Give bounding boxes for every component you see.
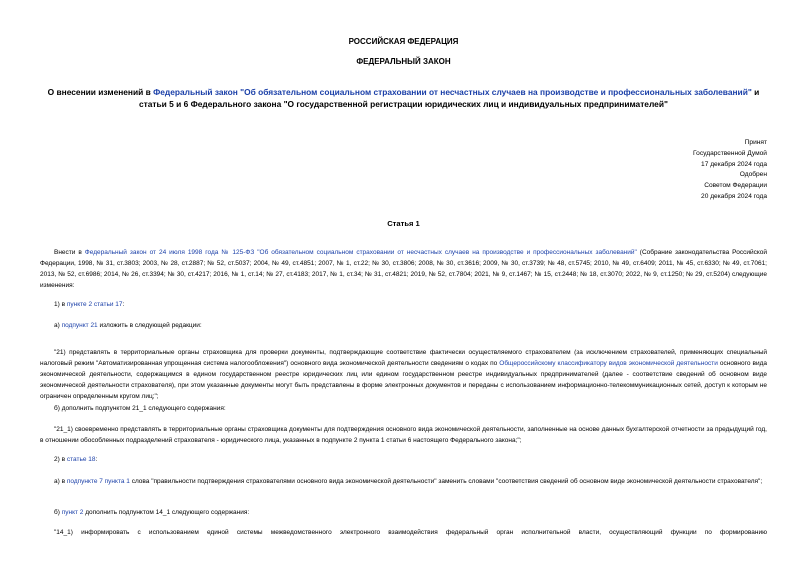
link-okved[interactable]: Общероссийскому классификатору видов экономической деятельности — [499, 360, 718, 367]
law-title — [40, 86, 767, 110]
intro-pre: Внести в — [54, 249, 85, 256]
adoption-block — [693, 138, 767, 203]
paragraph-quote-14-1 — [40, 527, 767, 539]
paragraph-item-2b — [40, 507, 767, 518]
paragraph-item-1b: б) дополнить подпунктом 21_1 следующего содержания: — [54, 405, 226, 412]
paragraph-item-1 — [40, 299, 767, 310]
adopted-by: Государственной Думой — [693, 149, 767, 157]
item-1a-pre: а) — [54, 322, 62, 329]
quote-21-text-a: "21) представлять в территориальные органы страховщика для проверки документы, подтверждающие соответствие фактически осуществляемого страхователем (за исключением страхователей, применяющих специальный налоговый режим "Автоматизированная упрощенная система налогообложения") основного вида экономической деятельности сведениям о кодах по — [40, 349, 767, 367]
quote-21-text-b: основного вида экономической деятельности, содержащимся в едином государственном реестре юридических лиц или едином государственном реестре индивидуальных предпринимателей (далее - соответствие сведений об основном виде экономической деятельности страхователя), при этом указанные документы могут быть представлены в форме электронных документов и переданы с использованием информационно-телекоммуникационных сетей, доступ к которым не ограничен определенным кругом лиц;"; — [40, 360, 767, 400]
title-link-federal-law[interactable]: Федеральный закон "Об обязательном социальном страховании от несчастных случаев на производстве и профессиональных заболеваний" — [153, 87, 752, 97]
item-1-post: : — [122, 301, 125, 308]
link-article-18[interactable]: статье 18 — [66, 456, 96, 463]
adopted-label: Принят — [744, 139, 767, 146]
item-2a-post: слова "правильности подтверждения страхователями основного вида экономической деятельности" заменить словами "соответствия сведений об основном виде экономической деятельности страхователя"; — [129, 478, 763, 485]
article-heading: Статья 1 — [387, 219, 420, 228]
item-1-pre: 1) в — [54, 301, 67, 308]
item-2a-pre: а) в — [54, 478, 67, 485]
paragraph-quote-21-1: "21_1) своевременно представлять в территориальные органы страховщика документы для подтверждения основного вида экономической деятельности, заполненные на основе данных бухгалтерской отчетности за предыдущий год, в отношении обособленных подразделений страхователя - юридического лица, указанных в подпункте 2 пункта 1 статьи 6 настоящего Федерального закона;"; — [40, 426, 767, 444]
link-subparagraph-21[interactable]: подпункт 21 — [61, 322, 98, 329]
country-heading: РОССИЙСКАЯ ФЕДЕРАЦИЯ — [348, 37, 459, 46]
approved-date: 20 декабря 2024 года — [701, 192, 767, 200]
quote-14-1-text: "14_1) информировать с использованием единой системы межведомственного электронного взаимодействия федеральный орган исполнительной власти, осуществляющий функции по формированию — [54, 529, 767, 536]
link-subparagraph-7[interactable]: подпункте 7 пункта 1 — [66, 478, 130, 485]
item-2-pre: 2) в — [54, 456, 67, 463]
paragraph-item-2 — [40, 454, 767, 465]
intro-post: (Собрание законодательства Российской Федерации, 1998, № 31, ст.3803; 2003, № 28, ст.2887; № 52, ст.5037; 2004, № 49, ст.4851; 2007, № 1, ст.22; № 30, ст.3806; 2008, № 30, ст.3616; 2009, № 30, ст.3739; № 48, ст.5745; 2010, № 49, ст.6409; 2011, № 45, ст.6330; № 49, ст.7061; 2013, № 52, ст.6986; 2014, № 26, ст.3394; № 30, ст.4217; 2016, № 1, ст.14; № 27, ст.4183; 2017, № 1, ст.34; № 31, ст.4821; 2019, № 52, ст.7804; 2021, № 9, ст.1467; № 15, ст.2448; № 18, ст.3070; 2022, № 9, ст.1250; № 29, ст.5204) следующие изменения: — [40, 249, 767, 289]
title-suffix: и статьи 5 и 6 Федерального закона "О государственной регистрации юридических лиц и индивидуальных предпринимателей" — [139, 87, 760, 109]
link-article-17[interactable]: пункте 2 статьи 17 — [66, 301, 123, 308]
paragraph-item-2a — [40, 476, 767, 487]
item-2-post: : — [95, 456, 98, 463]
link-federal-law-125[interactable]: Федеральный закон от 24 июля 1998 года № 125-ФЗ "Об обязательном социальном страховании от несчастных случаев на производстве и профессиональных заболеваний" — [84, 249, 637, 256]
item-1a-post: изложить в следующей редакции: — [97, 322, 202, 329]
item-2b-pre: б) — [54, 509, 62, 516]
doc-type-heading: ФЕДЕРАЛЬНЫЙ ЗАКОН — [356, 57, 451, 66]
paragraph-item-1a — [40, 320, 767, 331]
item-2b-post: дополнить подпунктом 14_1 следующего содержания: — [83, 509, 250, 516]
paragraph-intro — [40, 247, 767, 291]
approved-by: Советом Федерации — [704, 182, 767, 190]
approved-label: Одобрен — [739, 171, 767, 179]
paragraph-quote-21 — [40, 347, 767, 402]
adopted-date: 17 декабря 2024 года — [701, 160, 767, 168]
link-paragraph-2[interactable]: пункт 2 — [61, 509, 84, 516]
title-prefix: О внесении изменений в — [47, 87, 154, 97]
